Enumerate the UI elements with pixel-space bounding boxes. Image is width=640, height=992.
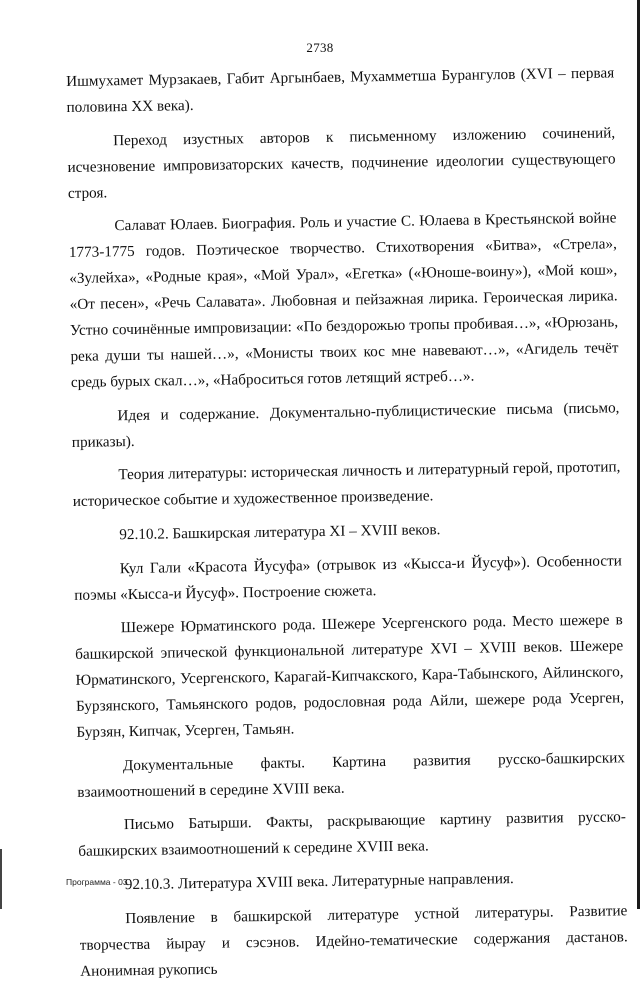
paragraph-idea-content: Идея и содержание. Документально-публицистические письма (письмо, приказы). [71,399,620,451]
paragraph-kul-gali: Кул Гали «Красота Йусуфа» (отрывок из «Кысса-и Йусуф»). Особенности поэмы «Кысса-и Йусуф». Построение сюжета. [74,551,622,604]
page-number: 2738 [306,40,334,55]
paragraph-salavat-yulaev: Салават Юлаев. Биография. Роль и участие С. Юлаева в Крестьянской войне 1773-1775 годов. Поэтическое творчество. Стихотворения «Битва», «Стрела», «Зулейха», «Родные края», «Мой Урал», «Егетка» («Юноше-воину»), «Мой кош», «От песен», «Речь Салавата». Любовная и пейзажная лирика. Героическая лирика. Устно сочинённые импровизации: «По бездорожью тропы пробивая…», «Юрюзань, река души ты нашей…», «Мониcты твоих кос мне навевают…», «Агидель течёт средь бурых скал…», «Наброситься готов летящий ястреб…». [68,209,619,392]
scan-edge-bottom-left [0,849,2,909]
footer-program-label: Программа - 03 [66,877,128,887]
paragraph-documentary-facts: Документальные факты. Картина развития русско-башкирских взаимоотношений в середине XVIII века. [77,749,626,801]
body-text [66,60,628,992]
paragraph-literature-theory: Теория литературы: историческая личность и литературный герой, прототип, историческое событие и художественное произведение. [72,458,621,511]
paragraph-oral-literature: Появление в башкирской литературе устной литературы. Развитие творчества йырау и сэсэнов. Идейно-тематические содержания дастанов. Анонимная рукопись [79,901,628,980]
paragraph-batyrsha-letter: Письмо Батырши. Факты, раскрывающие картину развития русско-башкирских взаимоотношений к середине XVIII века. [78,808,626,861]
paragraph-shezhere: Шежере Юрматинского рода. Шежере Усергенского рода. Место шежере в башкирской эпической функциональной литературе XVI – XVIII веков. Шежере Юрматинского, Усергенского, Карагай-Кипчакского, Кара-Табынского, Айлинского, Бурзянского, Тамьянского родов, родословная рода Айли, шежере рода Усерген, Бурзян, Кипчак, Усерген, Тамьян. [75,611,625,742]
section-heading-92-10-3: 92.10.3. Литература XVIII века. Литературные направления. [124,870,514,894]
paragraph-transition: Переход изустных авторов к письменному изложению сочинений, исчезновение импровизаторских качеств, подчинение идеологии существующего строя. [67,123,616,202]
paragraph-authors-continuation: Ишмухамет Мурзакаев, Габит Аргынбаев, Мухамметша Бурангулов (XVI – первая половина XX века). [66,64,615,116]
section-heading-92-10-2: 92.10.2. Башкирская литература XI – XVIII веков. [119,521,441,544]
